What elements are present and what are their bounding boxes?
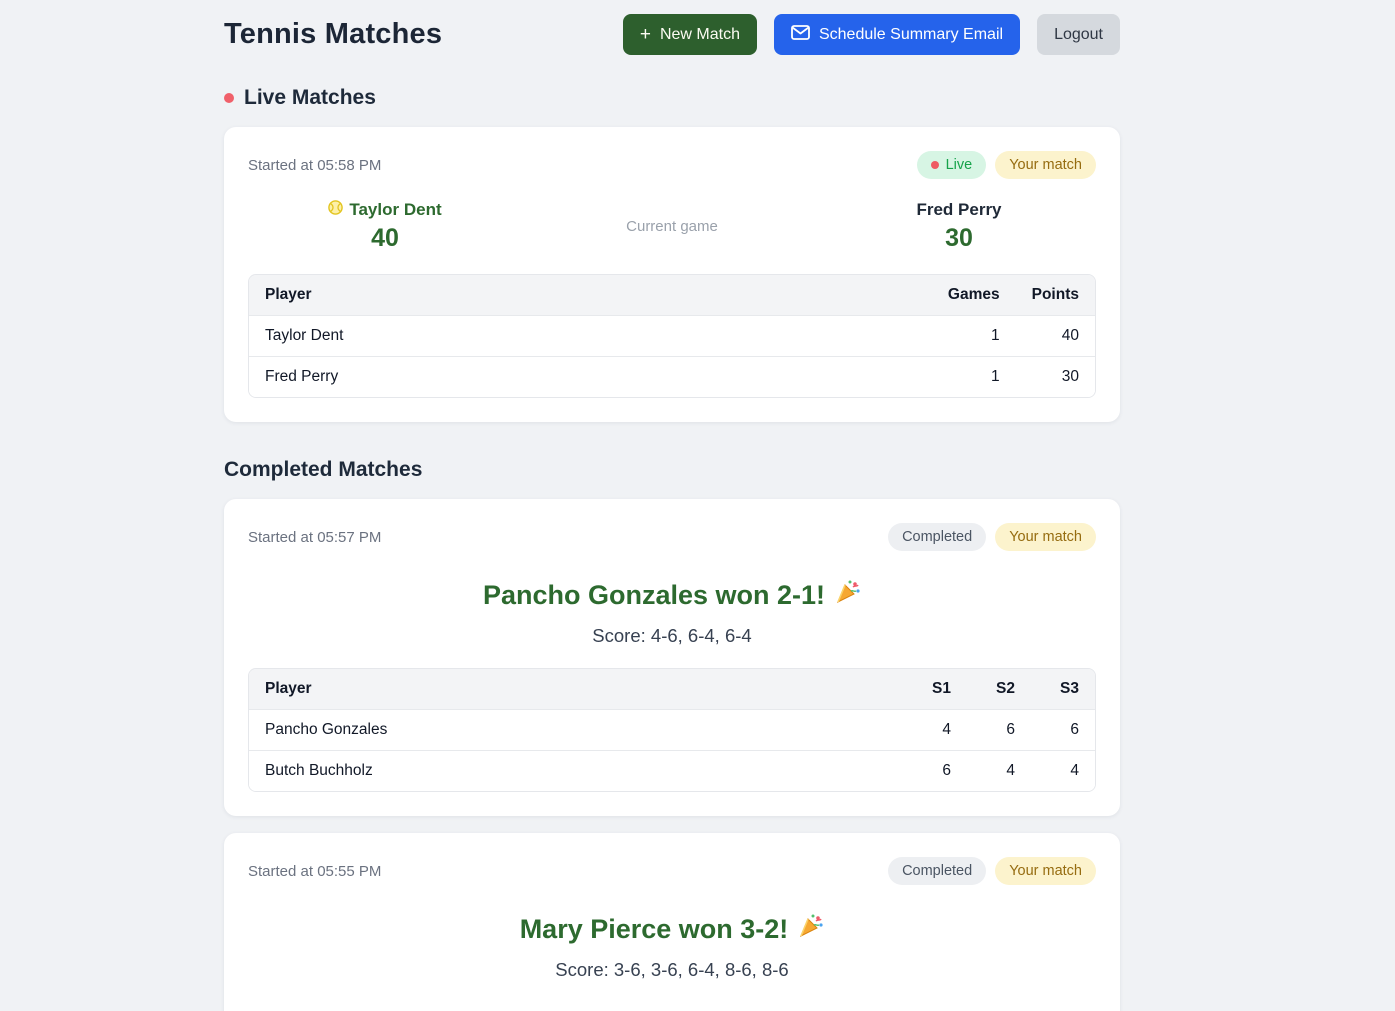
header-actions bbox=[623, 14, 1120, 55]
your-match-label: Your match bbox=[1009, 863, 1082, 879]
started-at-text: Started at 05:55 PM bbox=[248, 862, 382, 880]
final-score-text: Score: 3-6, 3-6, 6-4, 8-6, 8-6 bbox=[555, 959, 789, 980]
completed-matches-heading bbox=[224, 458, 1120, 482]
table-row bbox=[249, 751, 1095, 792]
new-match-button[interactable] bbox=[623, 14, 757, 55]
cell-player: Butch Buchholz bbox=[265, 762, 373, 779]
live-dot-icon bbox=[224, 93, 234, 103]
table-header-row bbox=[249, 275, 1095, 316]
cell-s2: 4 bbox=[1006, 762, 1015, 779]
cell-games: 1 bbox=[991, 327, 1000, 344]
player1-name bbox=[328, 200, 441, 220]
badges bbox=[917, 151, 1096, 179]
winner-text: Mary Pierce won 3-2! bbox=[519, 914, 789, 944]
completed-match-meta bbox=[248, 523, 1096, 551]
logout-button[interactable] bbox=[1037, 14, 1120, 55]
live-badge-dot-icon bbox=[931, 161, 939, 169]
live-matches-heading-label: Live Matches bbox=[244, 86, 376, 109]
final-score-text: Score: 4-6, 6-4, 6-4 bbox=[592, 625, 752, 646]
set-score-table bbox=[248, 668, 1096, 792]
started-at-text: Started at 05:57 PM bbox=[248, 528, 382, 546]
current-game-label: Current game bbox=[626, 218, 718, 235]
badges bbox=[888, 523, 1096, 551]
live-badge bbox=[917, 151, 987, 179]
completed-badge-label: Completed bbox=[902, 863, 973, 879]
envelope-icon bbox=[791, 25, 810, 45]
plus-icon: + bbox=[639, 24, 651, 45]
completed-badge bbox=[888, 857, 986, 885]
your-match-label: Your match bbox=[1009, 529, 1082, 545]
cell-games: 1 bbox=[991, 368, 1000, 385]
your-match-badge bbox=[995, 151, 1096, 179]
completed-matches-heading-label: Completed Matches bbox=[224, 458, 423, 481]
winner-announcement bbox=[248, 579, 1096, 612]
completed-badge bbox=[888, 523, 986, 551]
party-popper-icon bbox=[798, 913, 824, 946]
cell-player: Pancho Gonzales bbox=[265, 721, 388, 738]
col-player: Player bbox=[249, 275, 932, 316]
live-score-table bbox=[248, 274, 1096, 398]
started-at-text: Started at 05:58 PM bbox=[248, 156, 382, 174]
your-match-badge bbox=[995, 857, 1096, 885]
cell-s1: 4 bbox=[942, 721, 951, 738]
table-row bbox=[249, 316, 1095, 357]
logout-label: Logout bbox=[1054, 25, 1103, 43]
completed-badge-label: Completed bbox=[902, 529, 973, 545]
schedule-summary-email-button[interactable] bbox=[774, 14, 1020, 55]
tennis-ball-icon bbox=[328, 200, 343, 220]
header bbox=[224, 14, 1120, 55]
live-badge-label: Live bbox=[945, 157, 973, 173]
col-player: Player bbox=[249, 669, 903, 710]
col-s1: S1 bbox=[903, 669, 967, 710]
your-match-badge bbox=[995, 523, 1096, 551]
cell-s1: 6 bbox=[942, 762, 951, 779]
live-match-meta bbox=[248, 151, 1096, 179]
completed-match-card bbox=[224, 833, 1120, 1011]
player1-name-label: Taylor Dent bbox=[349, 200, 442, 219]
page-title: Tennis Matches bbox=[224, 18, 443, 50]
current-game-score bbox=[248, 200, 1096, 253]
cell-s3: 4 bbox=[1070, 762, 1079, 779]
schedule-email-label: Schedule Summary Email bbox=[818, 25, 1004, 43]
cell-s2: 6 bbox=[1006, 721, 1015, 738]
new-match-label: New Match bbox=[659, 25, 740, 43]
party-popper-icon bbox=[835, 579, 861, 612]
table-row bbox=[249, 357, 1095, 398]
player2-name-label: Fred Perry bbox=[916, 200, 1002, 219]
cell-player: Taylor Dent bbox=[265, 327, 344, 344]
badges bbox=[888, 857, 1096, 885]
live-matches-heading bbox=[224, 86, 1120, 110]
page bbox=[224, 0, 1120, 1011]
cell-player: Fred Perry bbox=[265, 368, 339, 385]
col-games: Games bbox=[932, 275, 1016, 316]
table-header-row bbox=[249, 669, 1095, 710]
completed-match-card bbox=[224, 499, 1120, 816]
winner-announcement bbox=[248, 913, 1096, 946]
cell-s3: 6 bbox=[1070, 721, 1079, 738]
completed-match-meta bbox=[248, 857, 1096, 885]
cell-points: 30 bbox=[1061, 368, 1079, 385]
col-s3: S3 bbox=[1031, 669, 1095, 710]
cell-points: 40 bbox=[1061, 327, 1079, 344]
player2-points: 30 bbox=[945, 224, 973, 252]
player2-block bbox=[822, 200, 1096, 253]
live-match-card bbox=[224, 127, 1120, 422]
player2-name bbox=[916, 200, 1001, 220]
winner-text: Pancho Gonzales won 2-1! bbox=[482, 580, 826, 610]
table-row bbox=[249, 710, 1095, 751]
your-match-label: Your match bbox=[1009, 157, 1082, 173]
player1-points: 40 bbox=[371, 224, 399, 252]
col-points: Points bbox=[1016, 275, 1095, 316]
player1-block bbox=[248, 200, 522, 253]
col-s2: S2 bbox=[967, 669, 1031, 710]
